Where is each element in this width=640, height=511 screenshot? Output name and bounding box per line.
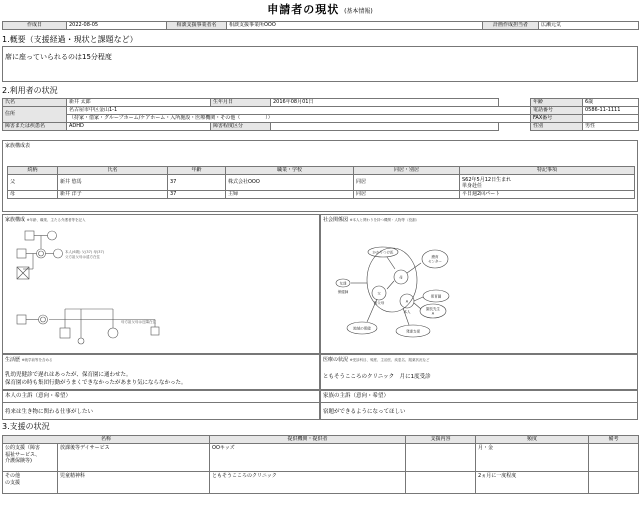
section-2-heading: 2.利用者の状況 (2, 86, 58, 95)
support-table-wrap (2, 435, 638, 494)
table-row: 母 新井 洋子 37 主婦 同居 平日週2回パート (8, 191, 635, 199)
genogram-panel (2, 214, 320, 354)
overview-box (2, 46, 638, 82)
age-label: 年齢 (531, 99, 583, 107)
planner-value: 広瀬元気 (539, 22, 639, 30)
ecomap-node-center: 療育 (431, 255, 439, 259)
family-col-notes: 特記事項 (460, 167, 635, 175)
family-table-box (2, 140, 638, 212)
genogram-caption-2: 父方祖父母は遠方在住 (65, 255, 100, 259)
page-subtitle: (基本情報) (344, 8, 373, 15)
table-row: その他 の支援 児童精神科 ともそうこころのクリニック 2ヵ月に一度程度 (3, 472, 639, 494)
family-wish-panel (320, 390, 638, 420)
family-col-name: 氏名 (58, 167, 168, 175)
ecomap-note: ※本人と関わりを持つ機関・人物等（役割） (349, 218, 420, 222)
support-col-name: 名称 (3, 436, 210, 444)
medical-text: ともそうこころのクリニック 月に1度受診 (323, 374, 431, 380)
address-value: 名古屋市中区金山1-1 (67, 107, 531, 115)
ecomap-node-boss: 園長先生 (426, 307, 440, 311)
disability-value: ADHD (67, 123, 211, 131)
table-row: 公的支援（障害 福祉サービス、 介護保険等) 放課後等デイサービス OOキッズ 月・金 (3, 444, 639, 472)
family-col-job: 職業・学校 (226, 167, 354, 175)
page-title: 申請者の現状 (基本情報) (267, 3, 373, 16)
document-page (2, 0, 638, 511)
ecomap-node-kids: 保育園 (430, 294, 442, 299)
support-col-note: 備考 (589, 436, 639, 444)
history-label: 生活歴 (5, 357, 21, 363)
ecomap-panel (320, 214, 638, 354)
section-1-heading: 1.概要（支援経過・現状と課題など） (2, 35, 138, 44)
section-3-heading: 3.支援の状況 (2, 422, 50, 431)
svg-text:A: A (431, 311, 435, 316)
ecomap-node-doctor: かかりつけ医 (372, 250, 394, 255)
family-col-relation: 続柄 (8, 167, 58, 175)
fax-value (583, 115, 639, 123)
sex-label: 性別 (531, 123, 583, 131)
fax-label: FAX番号 (531, 115, 583, 123)
overview-text: 席に座っていられるのは15分程度 (5, 53, 112, 61)
sex-value: 男性 (583, 123, 639, 131)
family-wish-text: 宿題ができるようになってほしい (323, 409, 406, 415)
age-value: 6歳 (583, 99, 639, 107)
planner-label: 計画作成担当者 (483, 22, 539, 30)
ecomap-title: 社会関係図 (323, 217, 349, 223)
name-label: 氏名 (3, 99, 67, 107)
family-col-age: 年齢 (168, 167, 226, 175)
genogram-title: 家族構成 (5, 217, 26, 223)
medical-panel (320, 354, 638, 390)
ecomap-node-child-label: 本人 (403, 310, 411, 314)
medical-note: ※受診科目、頻度、主治医、疾患名、服薬状況など (349, 358, 430, 362)
disability-label: 障害または疾患名 (3, 123, 67, 131)
family-table (7, 166, 635, 199)
ecomap-node-child: A (405, 299, 409, 304)
genogram-caption-3: 母方祖父母は近隣在住 (121, 320, 156, 324)
ecomap-node-grandma: 祖父母 (373, 301, 385, 305)
family-table-label: 家族構成表 (5, 143, 31, 149)
wish-panel (2, 390, 320, 420)
ecomap-node-school-nurse: 保健師 (337, 290, 349, 294)
ecomap-node-clinic: 発達支援 (406, 329, 420, 334)
svg-text:センター: センター (428, 259, 442, 264)
birth-label: 生年月日 (211, 99, 271, 107)
wish-label: 本人の主訴（意向・希望） (5, 393, 72, 399)
birth-value: 2016年08月01日 (271, 99, 499, 107)
table-row: 父 新井 悠馬 37 株式会社OOO 同居 S62年5月12日生まれ 単身赴任 (8, 175, 635, 191)
ecomap-node-base: 地域の保健 (353, 326, 371, 331)
user-info-table (2, 98, 638, 131)
wish-text: 将来は生き物に関わる仕事がしたい (5, 409, 94, 415)
office-value: 相談支援事業所OOO (227, 22, 483, 30)
level-value (271, 123, 499, 131)
support-table (2, 435, 639, 494)
family-col-living: 同居・別居 (354, 167, 460, 175)
support-col-freq: 頻度 (476, 436, 589, 444)
level-label: 障害程度区分 (211, 123, 271, 131)
address-options: （持家・借家・グループホーム/ケアホーム・入所施設・医療機関・その他（ ）） (67, 115, 531, 123)
created-date-label: 作成日 (3, 22, 67, 30)
address-label: 住所 (3, 107, 67, 123)
ecomap-node-mother: 母 (399, 275, 403, 280)
ecomap-node-friend: 友達 (339, 281, 347, 286)
tel-value: 0586-11-1111 (583, 107, 639, 115)
tel-label: 電話番号 (531, 107, 583, 115)
history-panel (2, 354, 320, 390)
genogram-caption-1: 本人(6歳) 父(37) 母(37) (65, 250, 105, 254)
ecomap-node-father: 父 (377, 291, 381, 296)
genogram-diagram (3, 223, 319, 353)
history-line-1: 乳幼児健診で遅れはあったが、保育園に通わせた。 (5, 372, 132, 378)
header-table (2, 21, 638, 30)
created-date-value: 2022-08-05 (67, 22, 167, 30)
support-col-content: 支援内容 (406, 436, 476, 444)
history-line-2: 保育園の時も集団行動がうまくできなかったがあまり気にならなかった。 (5, 380, 187, 386)
history-note: ※就学前等を含める (21, 358, 53, 362)
medical-label: 医療の状況 (323, 357, 349, 363)
name-value: 新井 太郎 (67, 99, 211, 107)
family-wish-label: 家族の主訴（意向・希望） (323, 393, 390, 399)
office-label: 相談支援事業者名 (167, 22, 227, 30)
ecomap-diagram (321, 223, 637, 353)
genogram-note: ※年齢、職業、主たる介護者等を記入 (26, 218, 86, 222)
support-col-provider: 提供機関・提供者 (210, 436, 406, 444)
